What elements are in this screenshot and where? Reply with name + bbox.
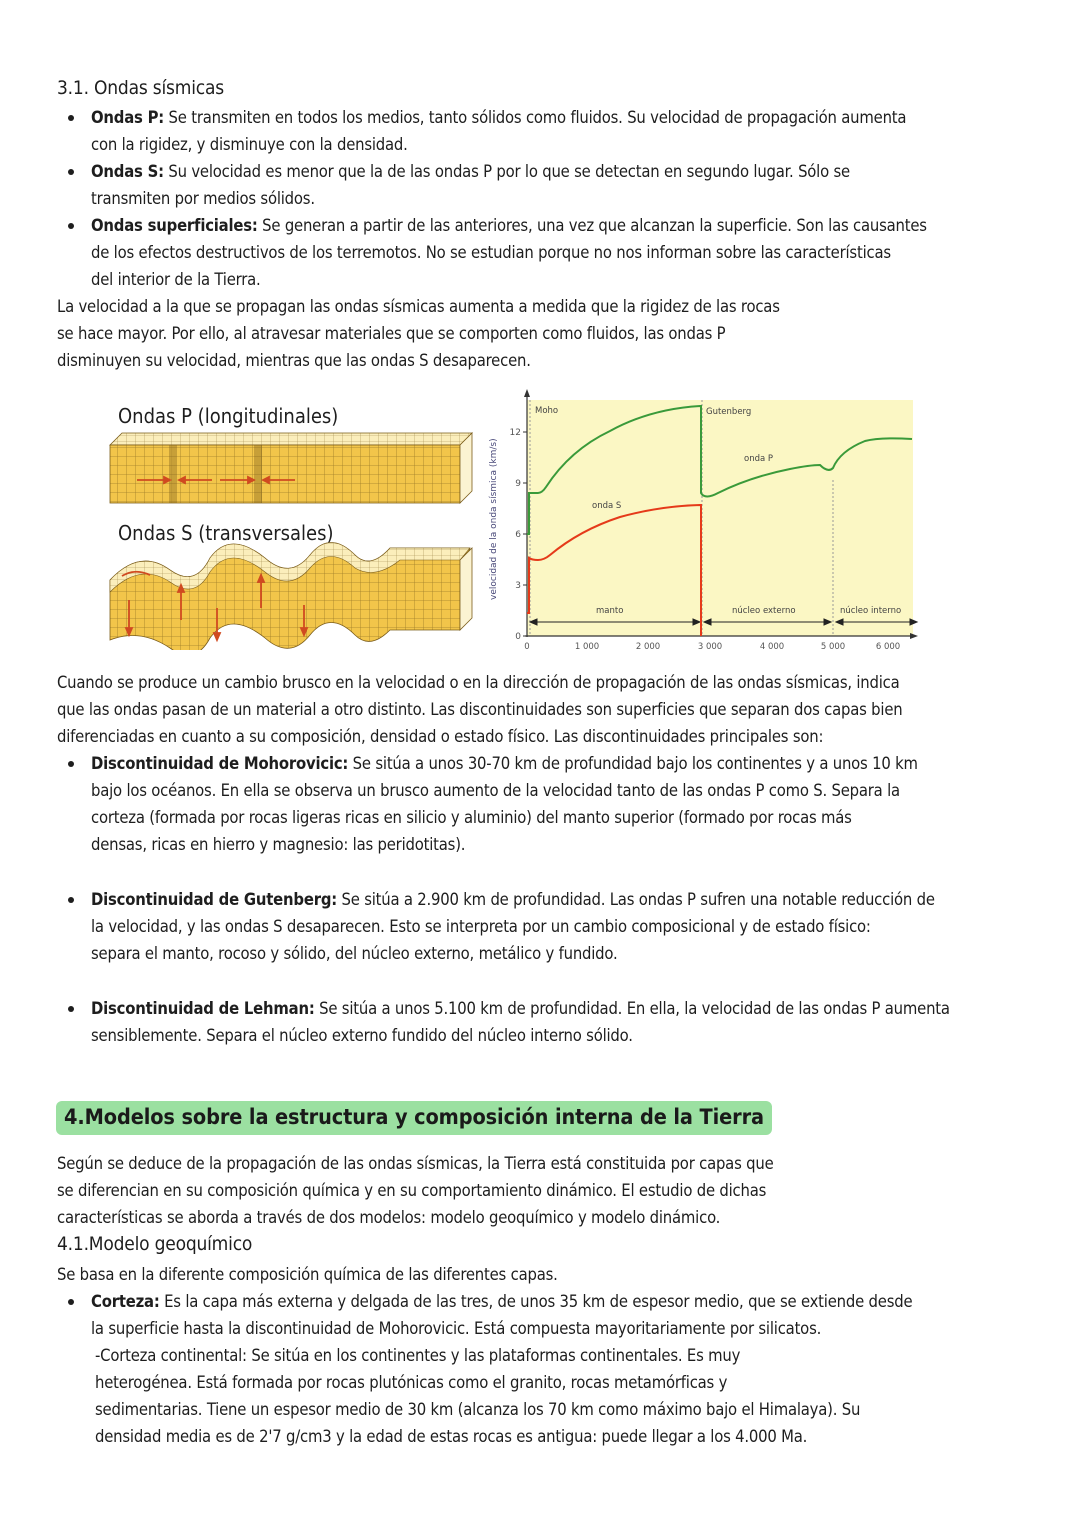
- bullet-mohorovicic: Discontinuidad de Mohorovicic: Se sitúa a unos 30-70 km de profundidad bajo los continentes y a unos 10 km: [91, 754, 918, 773]
- bullet-icon: [68, 1299, 74, 1305]
- bullet-ondas-superficiales: Ondas superficiales: Se generan a partir de las anteriores, una vez que alcanzan la superficie. Son las causantes: [91, 216, 927, 235]
- text-line: sedimentarias. Tiene un espesor medio de 30 km (alcanza los 70 km como máximo bajo el Himalaya). Su: [95, 1400, 861, 1419]
- x-tick-4000: 4 000: [759, 642, 785, 652]
- term-lehman: Discontinuidad de Lehman:: [91, 999, 315, 1018]
- chart-plot-area: [527, 400, 913, 636]
- term-corteza: Corteza:: [91, 1292, 160, 1311]
- label-manto: manto: [596, 606, 624, 616]
- bullet-ondas-p: Ondas P: Se transmiten en todos los medios, tanto sólidos como fluidos. Su velocidad de propagación aumenta: [91, 108, 907, 127]
- s-wave-block: [110, 543, 472, 651]
- label-nucleo-externo: núcleo externo: [732, 606, 796, 616]
- bullet-icon: [68, 761, 74, 767]
- label-onda-p: onda P: [744, 454, 774, 464]
- text-line: sensiblemente. Separa el núcleo externo fundido del núcleo interno sólido.: [91, 1026, 633, 1045]
- text-line: densas, ricas en hierro y magnesio: las peridotitas).: [91, 835, 466, 854]
- x-tick-0: 0: [524, 642, 530, 652]
- paragraph-line: diferenciadas en cuanto a su composición, densidad o estado físico. Las discontinuidades principales son:: [57, 727, 824, 746]
- label-ondas-s: Ondas S (transversales): [118, 521, 334, 545]
- term-ondas-p: Ondas P:: [91, 108, 165, 127]
- bullet-icon: [68, 115, 74, 121]
- seismic-velocity-chart: [480, 385, 930, 660]
- bullet-corteza: Corteza: Es la capa más externa y delgada de las tres, de unos 35 km de espesor medio, que se extiende desde: [91, 1292, 913, 1311]
- p-wave-block: [110, 433, 472, 503]
- paragraph-line: que las ondas pasan de un material a otro distinto. Las discontinuidades son superficies que separan dos capas bien: [57, 700, 903, 719]
- x-tick-5000: 5 000: [820, 642, 846, 652]
- bullet-lehman: Discontinuidad de Lehman: Se sitúa a unos 5.100 km de profundidad. En ella, la velocidad de las ondas P aumenta: [91, 999, 950, 1018]
- text-line: con la rigidez, y disminuye con la densidad.: [91, 135, 408, 154]
- bullet-icon: [68, 223, 74, 229]
- text-line: bajo los océanos. En ella se observa un brusco aumento de la velocidad tanto de las ondas P como S. Separa la: [91, 781, 900, 800]
- label-nucleo-interno: núcleo interno: [840, 606, 902, 616]
- sub-heading-4-1: 4.1.Modelo geoquímico: [57, 1233, 253, 1255]
- y-tick-9: 9: [515, 479, 521, 489]
- y-tick-3: 3: [515, 581, 521, 591]
- bullet-ondas-s: Ondas S: Su velocidad es menor que la de las ondas P por lo que se detectan en segundo lugar. Sólo se: [91, 162, 850, 181]
- paragraph-line: disminuyen su velocidad, mientras que las ondas S desaparecen.: [57, 351, 531, 370]
- y-tick-6: 6: [515, 530, 521, 540]
- text-line: separa el manto, rocoso y sólido, del núcleo externo, metálico y fundido.: [91, 944, 618, 963]
- text-line: la velocidad, y las ondas S desaparecen. Esto se interpreta por un cambio composicional y de estado físico:: [91, 917, 871, 936]
- x-tick-2000: 2 000: [635, 642, 661, 652]
- y-tick-0: 0: [515, 632, 521, 642]
- x-tick-3000: 3 000: [697, 642, 723, 652]
- label-onda-s: onda S: [592, 501, 622, 511]
- term-mohorovicic: Discontinuidad de Mohorovicic:: [91, 754, 349, 773]
- paragraph-line: Cuando se produce un cambio brusco en la velocidad o en la dirección de propagación de las ondas sísmicas, indica: [57, 673, 900, 692]
- bullet-icon: [68, 1006, 74, 1012]
- bullet-icon: [68, 169, 74, 175]
- paragraph-line: características se aborda a través de dos modelos: modelo geoquímico y modelo dinámico.: [57, 1208, 721, 1227]
- bullet-gutenberg: Discontinuidad de Gutenberg: Se sitúa a 2.900 km de profundidad. Las ondas P sufren una notable reducción de: [91, 890, 935, 909]
- term-ondas-s: Ondas S:: [91, 162, 164, 181]
- text-line: de los efectos destructivos de los terremotos. No se estudian porque no nos informan sobre las características: [91, 243, 891, 262]
- text-line: la superficie hasta la discontinuidad de Mohorovicic. Está compuesta mayoritariamente por silicatos.: [91, 1319, 822, 1338]
- text-line: -Corteza continental: Se sitúa en los continentes y las plataformas continentales. Es muy: [95, 1346, 741, 1365]
- text-line: corteza (formada por rocas ligeras ricas en silicio y aluminio) del manto superior (formado por rocas más: [91, 808, 852, 827]
- bullet-icon: [68, 897, 74, 903]
- y-axis-label: velocidad de la onda sísmica (km/s): [489, 438, 499, 600]
- wave-blocks-illustration: [100, 430, 480, 650]
- text-line: del interior de la Tierra.: [91, 270, 261, 289]
- label-ondas-p: Ondas P (longitudinales): [118, 404, 339, 428]
- text-line: heterogénea. Está formada por rocas plutónicas como el granito, rocas metamórficas y: [95, 1373, 728, 1392]
- section-title-4: 4.Modelos sobre la estructura y composición interna de la Tierra: [56, 1101, 772, 1135]
- text-line: transmiten por medios sólidos.: [91, 189, 315, 208]
- label-moho: Moho: [535, 406, 559, 416]
- paragraph-line: se diferencian en su composición química y en su comportamiento dinámico. El estudio de dichas: [57, 1181, 767, 1200]
- section-heading-3-1: 3.1. Ondas sísmicas: [57, 77, 224, 99]
- paragraph-line: Según se deduce de la propagación de las ondas sísmicas, la Tierra está constituida por capas que: [57, 1154, 774, 1173]
- paragraph-line: se hace mayor. Por ello, al atravesar materiales que se comporten como fluidos, las ondas P: [57, 324, 726, 343]
- term-ondas-superficiales: Ondas superficiales:: [91, 216, 258, 235]
- text-line: densidad media es de 2'7 g/cm3 y la edad de estas rocas es antigua: puede llegar a los 4.000 Ma.: [95, 1427, 808, 1446]
- x-tick-6000: 6 000: [875, 642, 901, 652]
- term-gutenberg: Discontinuidad de Gutenberg:: [91, 890, 337, 909]
- label-gutenberg: Gutenberg: [706, 407, 752, 417]
- paragraph-line: La velocidad a la que se propagan las ondas sísmicas aumenta a medida que la rigidez de las rocas: [57, 297, 780, 316]
- x-tick-1000: 1 000: [574, 642, 600, 652]
- y-tick-12: 12: [509, 428, 521, 438]
- paragraph-line: Se basa en la diferente composición química de las diferentes capas.: [57, 1265, 558, 1284]
